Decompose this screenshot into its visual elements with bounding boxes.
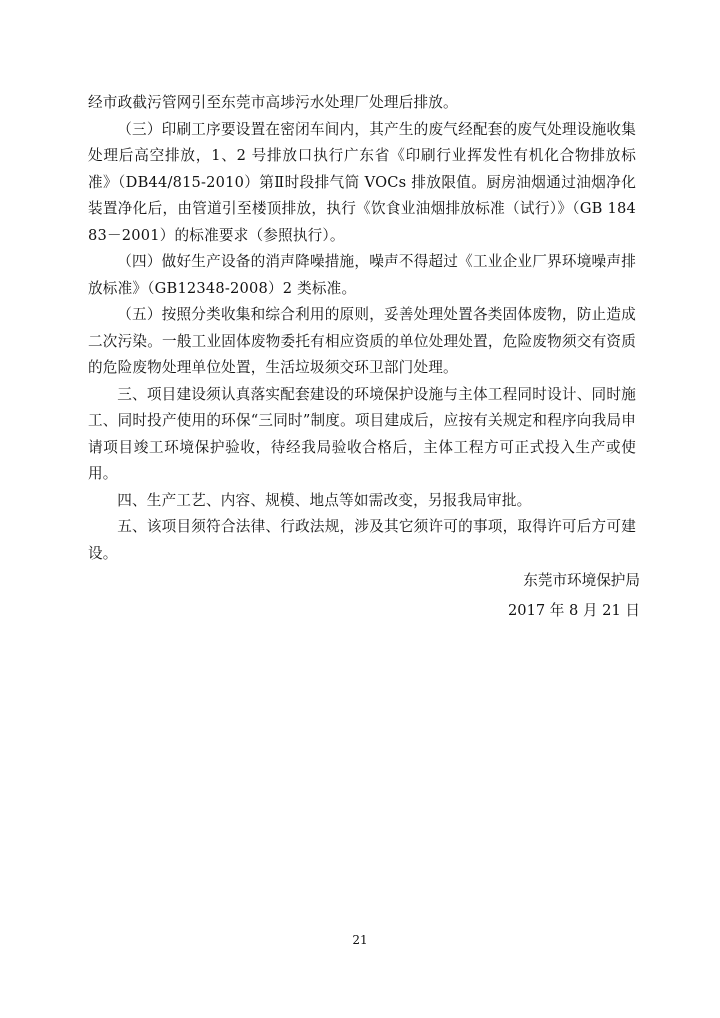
- page-number: 21: [352, 933, 368, 947]
- signature-block: [508, 566, 640, 626]
- paragraph-changes-approval: 四、生产工艺、内容、规模、地点等如需改变，另报我局审批。: [117, 491, 532, 509]
- paragraph-continuation: 经市政截污管网引至东莞市高埗污水处理厂处理后排放。: [88, 94, 458, 111]
- paragraph-printing-exhaust: （三）印刷工序要设置在密闭车间内，其产生的废气经配套的废气处理设施收集处理后高空排放，1、2 号排放口执行广东省《印刷行业挥发性有机化合物排放标准》（DB44/815-2010）第Ⅱ时段排气筒 VOCs 排放限值。厨房油烟通过油烟净化装置净化后，由管道引至楼顶排放，执行《饮食业油烟排放标准（试行）》（GB 18483－2001）的标准要求（参照执行）。: [88, 120, 636, 244]
- signature-organization: 东莞市环境保护局: [523, 572, 640, 589]
- signature-date: 2017 年 8 月 21 日: [508, 602, 640, 619]
- document-body: [88, 90, 636, 567]
- paragraph-three-simultaneous: 三、项目建设须认真落实配套建设的环境保护设施与主体工程同时设计、同时施工、同时投产使用的环保“三同时”制度。项目建成后，应按有关规定和程序向我局申请项目竣工环境保护验收，待经我局验收合格后，主体工程方可正式投入生产或使用。: [88, 385, 636, 482]
- paragraph-legal-compliance: 五、该项目须符合法律、行政法规，涉及其它须许可的事项，取得许可后方可建设。: [88, 518, 636, 562]
- paragraph-solid-waste: （五）按照分类收集和综合利用的原则，妥善处理处置各类固体废物，防止造成二次污染。一般工业固体废物委托有相应资质的单位处理处置，危险废物须交有资质的危险废物处理单位处置，生活垃圾须交环卫部门处理。: [88, 306, 636, 376]
- paragraph-noise-control: （四）做好生产设备的消声降噪措施，噪声不得超过《工业企业厂界环境噪声排放标准》（GB12348-2008）2 类标准。: [88, 253, 636, 297]
